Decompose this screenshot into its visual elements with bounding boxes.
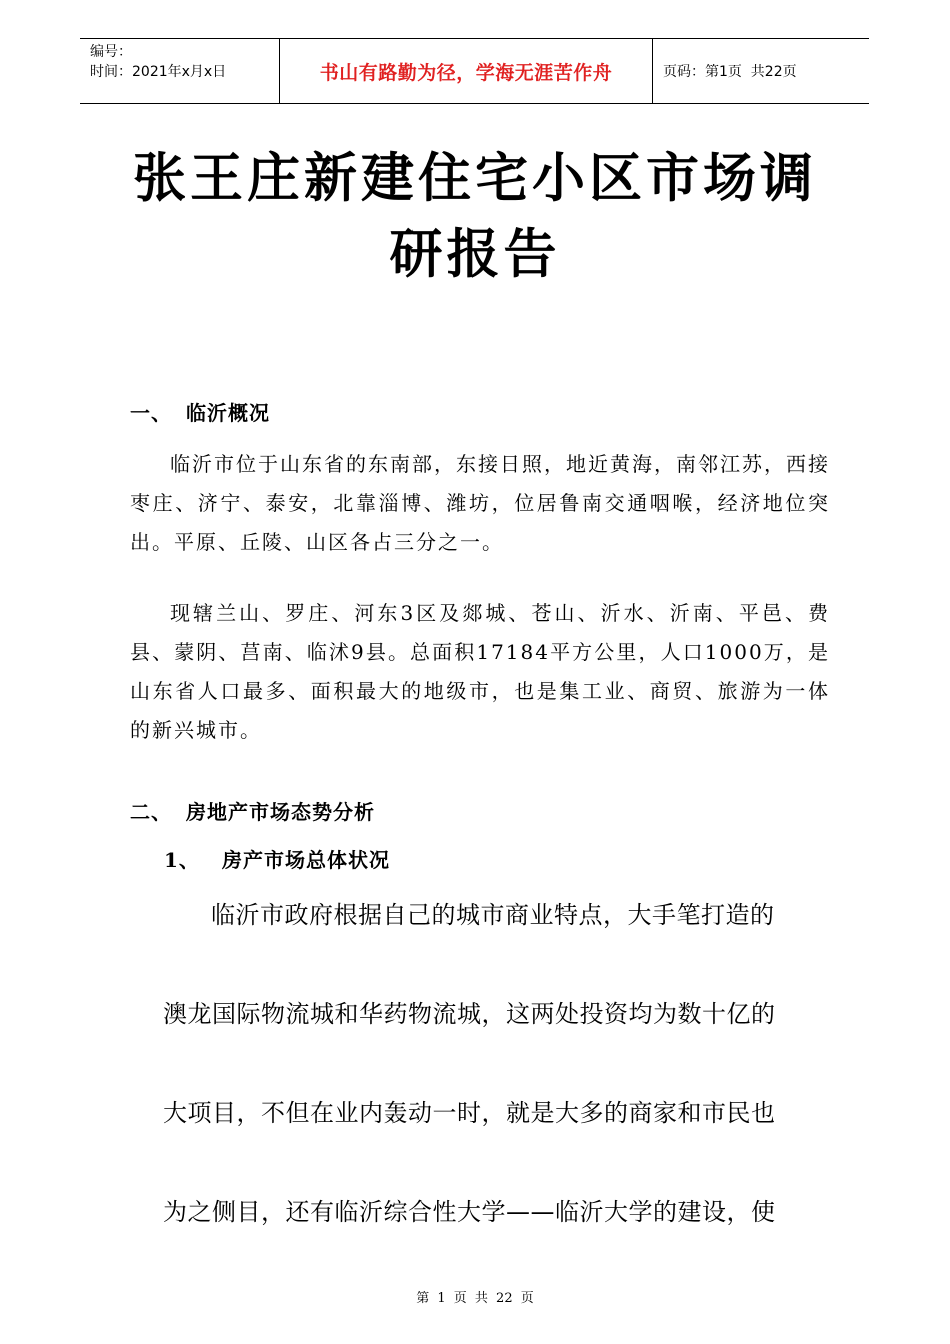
section-1-paragraph-2: 现辖兰山、罗庄、河东3区及郯城、苍山、沂水、沂南、平邑、费县、蒙阴、莒南、临沭9县。总面积17184平方公里，人口1000万，是山东省人口最多、面积最大的地级市，也是集工业、商贸、旅游为一体的新兴城市。 — [130, 601, 830, 742]
subsection-1-number: 1、 — [164, 848, 200, 872]
subsection-1-heading — [164, 844, 864, 873]
section-2-title: 房地产市场态势分析 — [186, 800, 375, 824]
section-2-heading — [130, 796, 830, 825]
title-line-1: 张王庄新建住宅小区市场调 — [133, 147, 817, 209]
paragraph-line: 为之侧目，还有临沂综合性大学——临沂大学的建设，使 — [163, 1198, 776, 1226]
document-title — [110, 140, 840, 292]
title-line-2: 研报告 — [389, 223, 561, 285]
section-1-paragraph-1: 临沂市位于山东省的东南部，东接日照，地近黄海，南邻江苏，西接枣庄、济宁、泰安，北靠淄博、潍坊，位居鲁南交通咽喉，经济地位突出。平原、丘陵、山区各占三分之一。 — [130, 452, 830, 554]
paragraph-line: 澳龙国际物流城和华药物流城，这两处投资均为数十亿的 — [163, 1000, 776, 1028]
header-meta — [80, 39, 280, 103]
date-label: 时间：2021年x月x日 — [90, 64, 227, 80]
page-header — [80, 38, 869, 104]
subsection-1-title: 房产市场总体状况 — [222, 848, 390, 872]
serial-number-label: 编号： — [90, 44, 132, 60]
section-1-title: 临沂概况 — [186, 401, 270, 425]
section-1-number: 一、 — [130, 401, 172, 425]
motto-text: 书山有路勤为径，学海无涯苦作舟 — [319, 61, 613, 84]
paragraph-line: 临沂市政府根据自己的城市商业特点，大手笔打造的 — [211, 901, 775, 929]
paragraph-line: 大项目，不但在业内轰动一时，就是大多的商家和市民也 — [163, 1099, 776, 1127]
page-footer: 第 1 页 共 22 页 — [416, 1291, 534, 1306]
section-1-heading — [130, 397, 830, 426]
header-motto — [280, 39, 653, 103]
header-page-info — [653, 39, 869, 103]
section-2-number: 二、 — [130, 800, 172, 824]
page-info-text: 页码：第1页 共22页 — [663, 64, 797, 80]
